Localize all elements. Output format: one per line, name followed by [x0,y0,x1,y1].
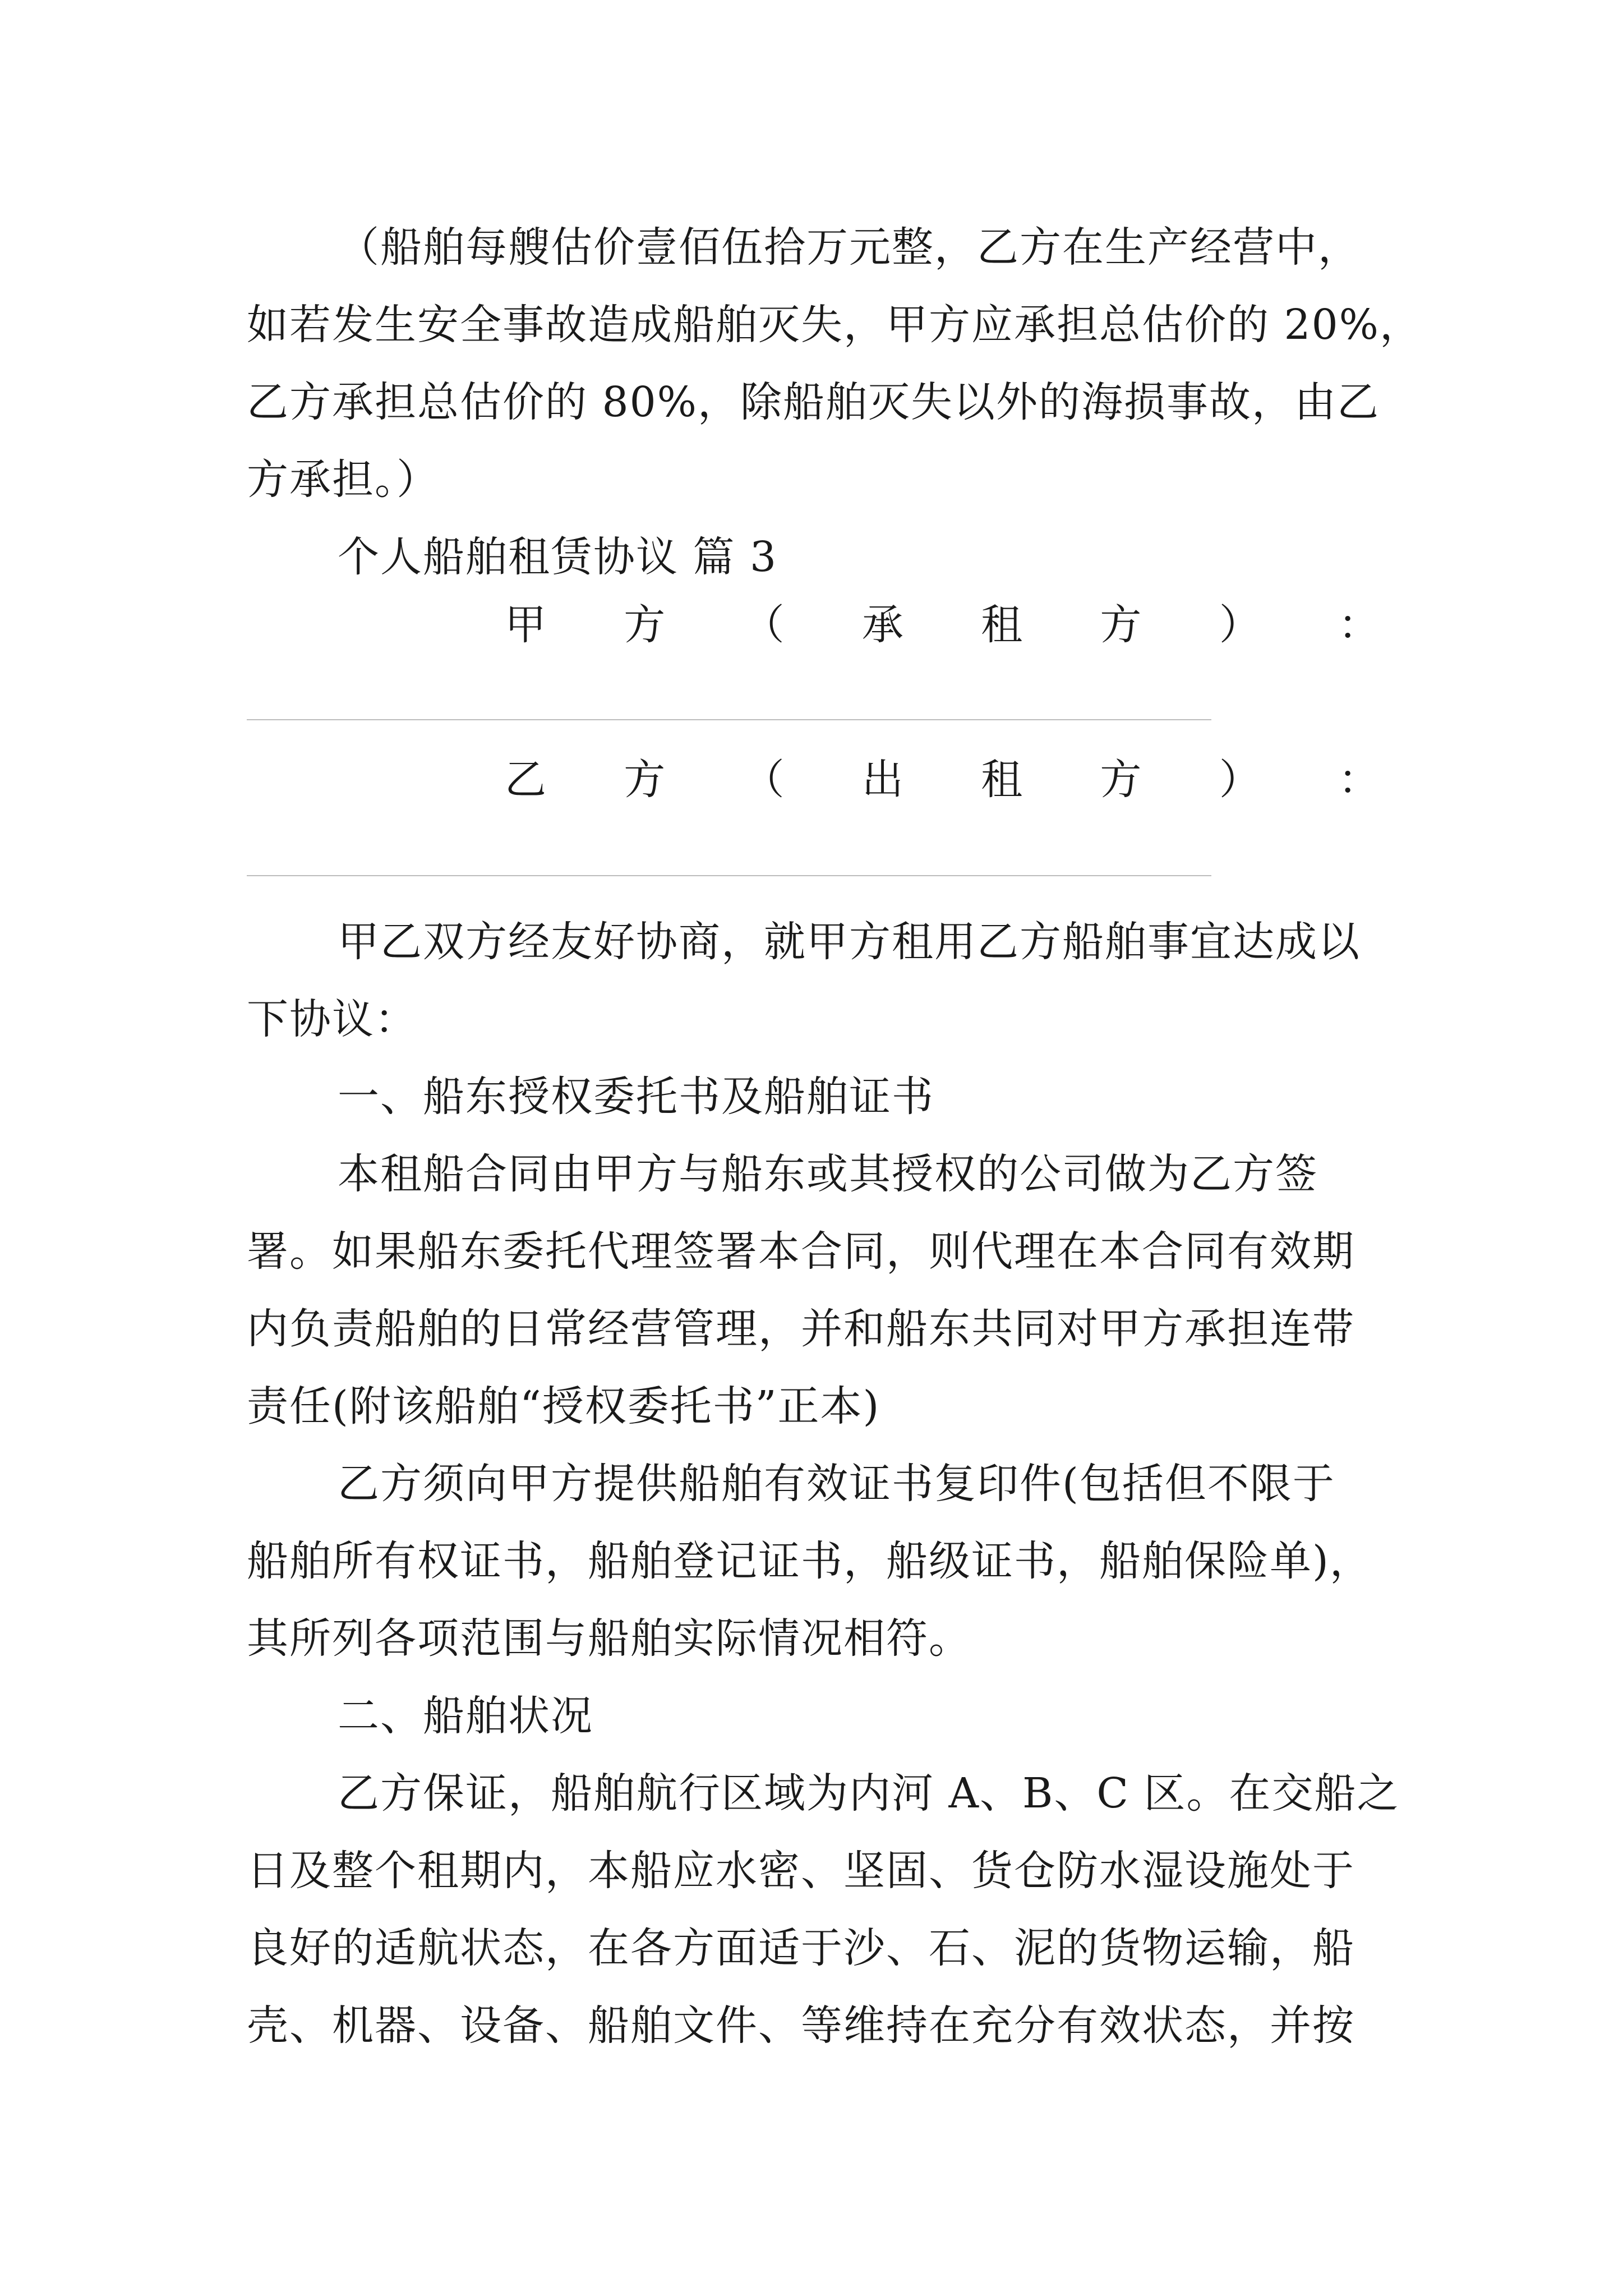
party-a-char: ： [1338,601,1380,649]
text-line: 良好的适航状态，在各方面适于沙、石、泥的货物运输，船 [247,1924,1355,1972]
heading-text: 一、船东授权委托书及船舶证书 [338,1073,934,1121]
text-line: 责任(附该船舶“授权委托书”正本) [247,1382,880,1430]
text-line: 如若发生安全事故造成船舶灭失，甲方应承担总估价的 20%， [247,301,1422,349]
paragraph-authorization [247,1135,1385,1445]
text-line: 本租船合同由甲方与船东或其授权的公司做为乙方签 [338,1150,1318,1198]
party-a-char: 承 [861,601,903,649]
text-line: 方承担。） [247,455,439,504]
party-a-char: 方 [624,601,666,649]
party-b-char: 方 [624,756,666,804]
text-line: 乙方承担总估价的 80%，除船舶灭失以外的海损事故，由乙 [247,378,1380,426]
text-line: 甲乙双方经友好协商，就甲方租用乙方船舶事宜达成以 [338,918,1361,966]
text-line: 壳、机器、设备、船舶文件、等维持在充分有效状态，并按 [247,2001,1355,2050]
party-b-fill-line [247,875,1211,876]
heading-ship-condition [247,1677,1385,1755]
paragraph-certificates [247,1445,1385,1677]
party-b-char: （ [743,756,785,804]
text-line: 署。如果船东委托代理签署本合同，则代理在本合同有效期 [247,1227,1355,1276]
text-line: （船舶每艘估价壹佰伍拾万元整，乙方在生产经营中， [338,223,1361,272]
party-a-row [505,597,1380,653]
party-b-row [505,752,1380,808]
party-b-char: 乙 [505,756,546,804]
party-a-char: 甲 [505,601,546,649]
text-line: 乙方须向甲方提供船舶有效证书复印件(包括但不限于 [338,1460,1335,1508]
text-line: 内负责船舶的日常经营管理，并和船东共同对甲方承担连带 [247,1305,1355,1353]
section-title-text: 个人船舶租赁协议 篇 3 [338,533,778,581]
heading-text: 二、船舶状况 [338,1692,593,1740]
heading-authorization [247,1058,1385,1135]
paragraph-ship-condition [247,1755,1400,2064]
party-b-char: ： [1338,756,1380,804]
party-b-char: 方 [1100,756,1142,804]
party-b-char: 出 [861,756,903,804]
party-a-char: （ [743,601,785,649]
paragraph-agreement-intro [247,903,1385,1058]
text-line: 船舶所有权证书，船舶登记证书，船级证书，船舶保险单)， [247,1537,1372,1585]
party-a-char: ） [1219,601,1261,649]
text-line: 下协议： [247,995,417,1043]
text-line: 乙方保证，船舶航行区域为内河 A、B、C 区。在交船之 [338,1769,1400,1818]
section-title [247,518,1385,596]
party-a-char: 方 [1100,601,1142,649]
text-line: 其所列各项范围与船舶实际情况相符。 [247,1614,971,1663]
party-a-char: 租 [981,601,1023,649]
party-a-fill-line [247,719,1211,720]
party-b-char: ） [1219,756,1261,804]
party-b-char: 租 [981,756,1023,804]
paragraph-valuation [247,209,1422,518]
text-line: 日及整个租期内，本船应水密、坚固、货仓防水湿设施处于 [247,1847,1355,1895]
